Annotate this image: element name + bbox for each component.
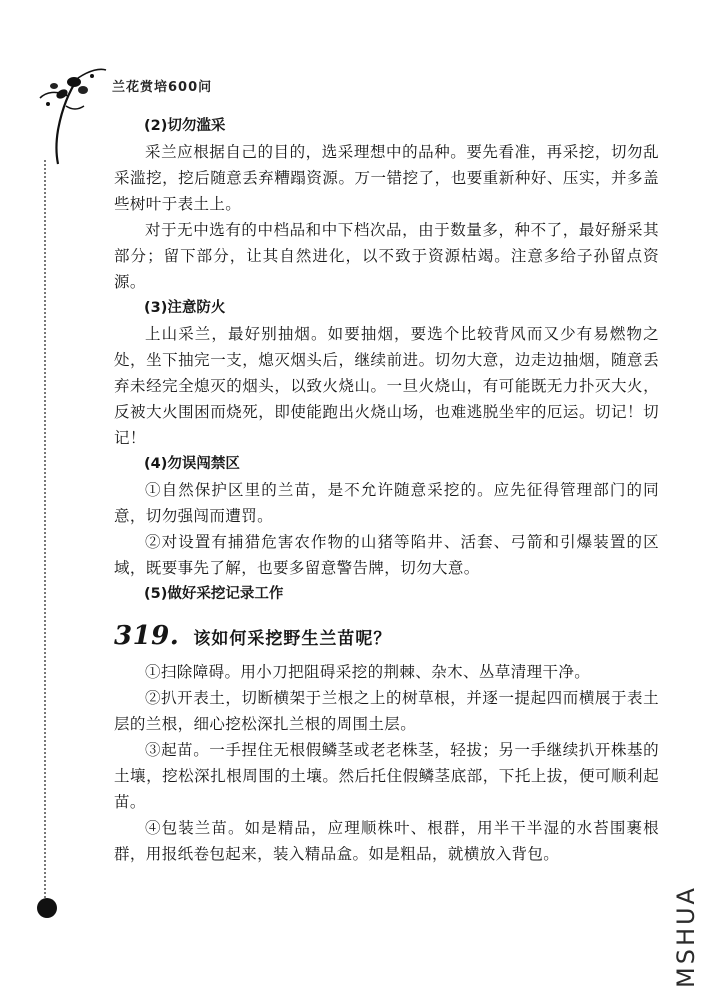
watermark-text: MSHUA	[672, 885, 700, 988]
main-content	[114, 113, 659, 867]
question-heading	[114, 621, 659, 651]
paragraph: 对于无中选有的中档品和中下档次品，由于数量多，种不了，最好掰采其部分；留下部分，让其自然进化，以不致于资源枯竭。注意多给子孙留点资源。	[114, 221, 659, 291]
paragraph: ④包装兰苗。如是精品，应理顺株叶、根群，用半干半湿的水苔围裹根群，用报纸卷包起来，装入精品盒。如是粗品，就横放入背包。	[114, 819, 659, 863]
running-header-title: 兰花赏培600问	[112, 80, 213, 95]
margin-bullet-dot	[37, 898, 57, 918]
subheading: (4)勿误闯禁区	[144, 456, 240, 472]
question-title: 该如何采挖野生兰苗呢？	[193, 629, 392, 649]
subheading: (2)切勿滥采	[144, 118, 226, 134]
margin-dotted-rule	[44, 160, 46, 898]
paragraph: 上山采兰，最好别抽烟。如要抽烟，要选个比较背风而又少有易燃物之处，坐下抽完一支，熄灭烟头后，继续前进。切勿大意，边走边抽烟，随意丢弃未经完全熄灭的烟头，以致火烧山。一旦火烧山，有可能既无力扑灭大火，反被大火围困而烧死，即使能跑出火烧山场，也难逃脱坐牢的厄运。切记！切记！	[114, 325, 659, 447]
orchid-icon	[38, 60, 108, 165]
paragraph: 采兰应根据自己的目的，选采理想中的品种。要先看准，再采挖，切勿乱采滥挖，挖后随意丢弃糟蹋资源。万一错挖了，也要重新种好、压实，并多盖些树叶于表土上。	[114, 143, 659, 213]
paragraph: ②扒开表土，切断横架于兰根之上的树草根，并逐一提起四而横展于表土层的兰根，细心挖松深扎兰根的周围土层。	[114, 689, 659, 733]
subheading: (5)做好采挖记录工作	[144, 586, 284, 602]
watermark	[672, 885, 702, 988]
paragraph: ①扫除障碍。用小刀把阻碍采挖的荆棘、杂木、丛草清理干净。	[145, 663, 591, 681]
question-number: 319.	[114, 621, 180, 651]
paragraph: ②对设置有捕猎危害农作物的山猪等陷井、活套、弓箭和引爆装置的区域，既要事先了解，也要多留意警告牌，切勿大意。	[114, 533, 659, 577]
paragraph: ①自然保护区里的兰苗，是不允许随意采挖的。应先征得管理部门的同意，切勿强闯而遭罚。	[114, 481, 659, 525]
subheading: (3)注意防火	[144, 300, 226, 316]
paragraph: ③起苗。一手捏住无根假鳞茎或老老株茎，轻拔；另一手继续扒开株基的土壤，挖松深扎根周围的土壤。然后托住假鳞茎底部，下托上拔，便可顺利起苗。	[114, 741, 659, 811]
